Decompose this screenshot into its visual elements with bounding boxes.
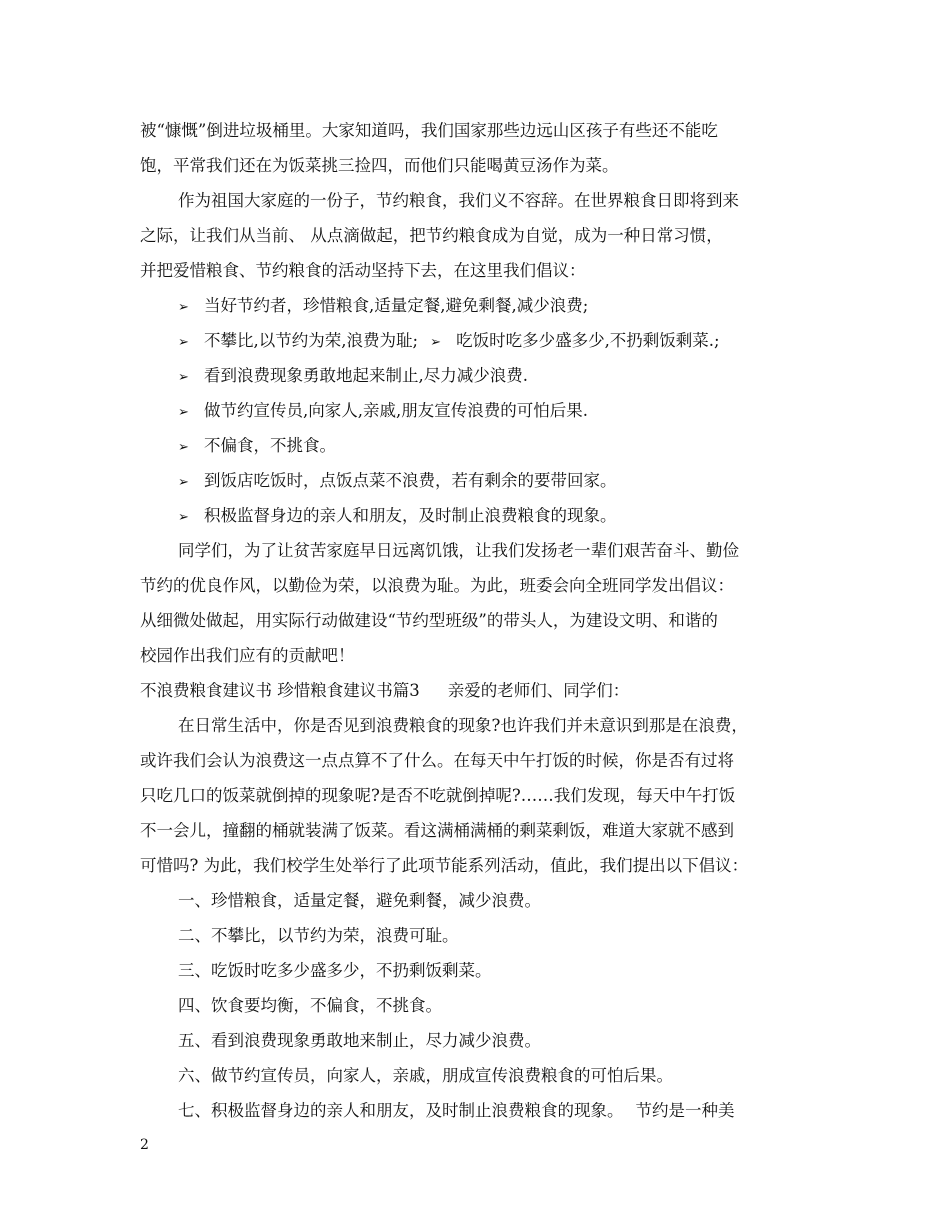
text-line: 饱，平常我们还在为饭菜挑三捡四，而他们只能喝黄豆汤作为菜。	[140, 156, 619, 175]
bullet-text: 做节约宣传员,向家人,亲戚,朋友宣传浪费的可怕后果.	[204, 401, 588, 420]
text-line: 同学们，为了让贫苦家庭早日远离饥饿，让我们发扬老一辈们艰苦奋斗、勤俭	[178, 541, 739, 560]
arrow-bullet-icon: ➢	[430, 335, 441, 350]
section-heading: 不浪费粮食建议书 珍惜粮食建议书篇3	[140, 681, 420, 700]
text-line: 在日常生活中，你是否见到浪费粮食的现象?也许我们并未意识到那是在浪费，	[178, 716, 748, 735]
bullet-text: 当好节约者，珍惜粮食,适量定餐,避免剩餐,减少浪费;	[204, 296, 589, 315]
text-line: 并把爱惜粮食、节约粮食的活动坚持下去，在这里我们倡议：	[140, 261, 586, 280]
arrow-bullet-icon: ➢	[178, 335, 189, 350]
bullet-text: 不偏食，不挑食。	[204, 436, 336, 455]
bullet-item	[178, 464, 868, 498]
salutation: 亲爱的老师们、同学们：	[447, 681, 630, 700]
bullet-item	[178, 359, 868, 393]
bullet-item	[178, 429, 868, 463]
numbered-item: 三、吃饭时吃多少盛多少，不扔剩饭剩菜。	[178, 961, 492, 980]
text-line: 不一会儿，撞翻的桶就装满了饭菜。看这满桶满桶的剩菜剩饭，难道大家就不感到	[140, 821, 734, 840]
trailing-text: 节约是一种美	[635, 1101, 735, 1120]
bullet-text: 积极监督身边的亲人和朋友，及时制止浪费粮食的现象。	[204, 506, 617, 525]
bullet-item	[178, 394, 868, 428]
text-line: 被“慷慨”倒进垃圾桶里。大家知道吗，我们国家那些边远山区孩子有些还不能吃	[140, 121, 718, 140]
numbered-item: 四、饮食要均衡，不偏食，不挑食。	[178, 996, 442, 1015]
numbered-item: 六、做节约宣传员，向家人，亲戚，朋成宣传浪费粮食的可怕后果。	[178, 1066, 673, 1085]
page-number: 2	[140, 1137, 149, 1153]
text-line: 只吃几口的饭菜就倒掉的现象呢?是否不吃就倒掉呢?……我们发现，每天中午打饭	[140, 786, 736, 805]
bullet-text: 吃饭时吃多少盛多少,不扔剩饭剩菜.;	[456, 331, 720, 350]
arrow-bullet-icon: ➢	[178, 370, 189, 385]
arrow-bullet-icon: ➢	[178, 510, 189, 525]
bullet-item	[178, 324, 868, 358]
bullet-item	[178, 289, 868, 323]
numbered-item	[178, 1094, 868, 1128]
text-line: 节约的优良作风，以勤俭为荣，以浪费为耻。为此，班委会向全班同学发出倡议：	[140, 576, 734, 595]
text-line: 校园作出我们应有的贡献吧！	[140, 646, 355, 665]
text-line: 作为祖国大家庭的一份子，节约粮食，我们义不容辞。在世界粮食日即将到来	[178, 191, 739, 210]
section-heading-line	[140, 674, 830, 708]
arrow-bullet-icon: ➢	[178, 440, 189, 455]
numbered-item: 二、不攀比，以节约为荣，浪费可耻。	[178, 926, 459, 945]
numbered-item: 一、珍惜粮食，适量定餐，避免剩餐，减少浪费。	[178, 891, 541, 910]
arrow-bullet-icon: ➢	[178, 300, 189, 315]
bullet-text: 到饭店吃饭时，点饭点菜不浪费，若有剩余的要带回家。	[204, 471, 617, 490]
numbered-item: 五、看到浪费现象勇敢地来制止，尽力减少浪费。	[178, 1031, 541, 1050]
bullet-item	[178, 499, 868, 533]
text-line: 可惜吗? 为此，我们校学生处举行了此项节能系列活动，值此，我们提出以下倡议：	[140, 856, 749, 875]
bullet-text: 看到浪费现象勇敢地起来制止,尽力减少浪费.	[204, 366, 528, 385]
arrow-bullet-icon: ➢	[178, 405, 189, 420]
arrow-bullet-icon: ➢	[178, 475, 189, 490]
text-line: 或许我们会认为浪费这一点点算不了什么。在每天中午打饭的时候，你是否有过将	[140, 751, 734, 770]
numbered-item-text: 七、积极监督身边的亲人和朋友，及时制止浪费粮食的现象。	[178, 1101, 624, 1120]
bullet-text: 不攀比,以节约为荣,浪费为耻;	[204, 331, 419, 350]
text-line: 之际，让我们从当前、 从点滴做起，把节约粮食成为自觉，成为一种日常习惯，	[140, 226, 723, 245]
text-line: 从细微处做起，用实际行动做建设“节约型班级”的带头人，为建设文明、和谐的	[140, 611, 718, 630]
